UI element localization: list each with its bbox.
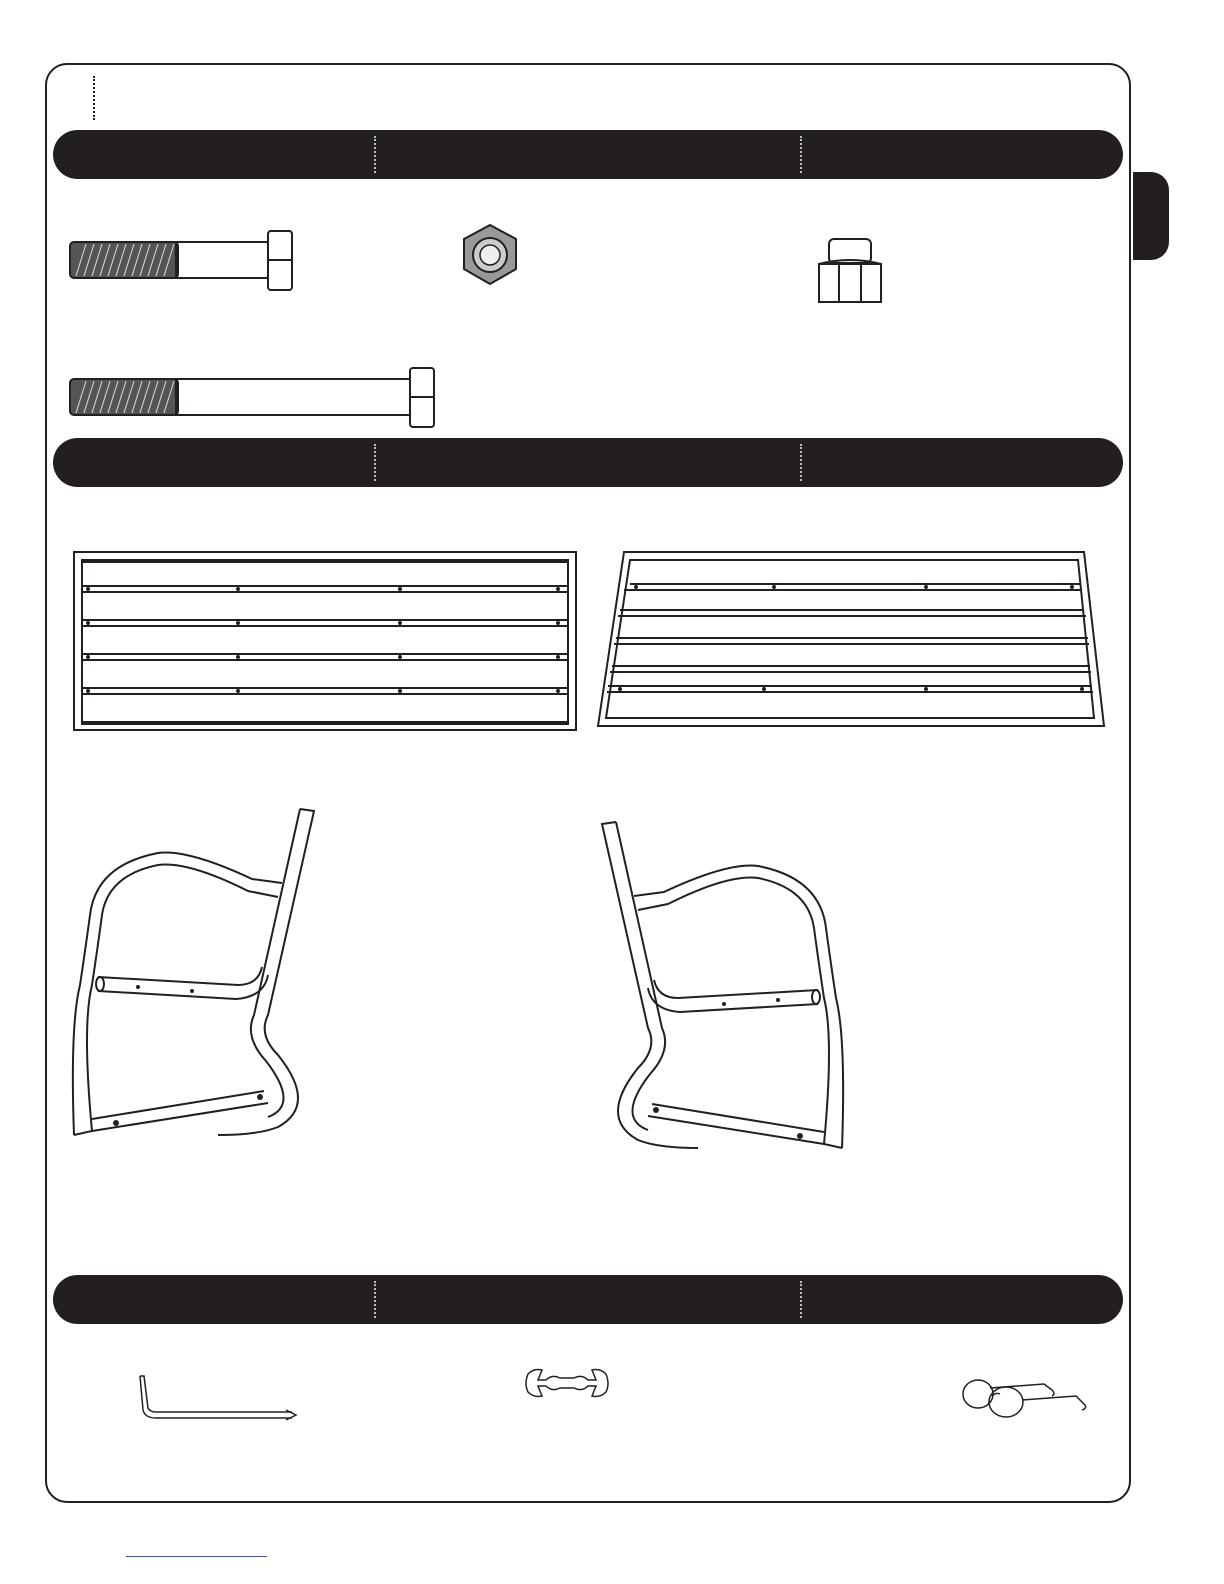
seat-panel-icon xyxy=(70,546,580,734)
tools-header-bar xyxy=(53,1275,1123,1324)
lock-nut-icon xyxy=(458,222,522,288)
long-bolt-icon xyxy=(68,365,440,431)
short-bolt-icon xyxy=(68,228,298,294)
dotted-marker xyxy=(93,76,95,120)
open-wrench-icon xyxy=(524,1366,610,1402)
safety-glasses-icon xyxy=(960,1374,1090,1422)
divider xyxy=(374,444,376,481)
allen-wrench-icon xyxy=(136,1372,300,1422)
divider xyxy=(800,444,802,481)
chapter-tab[interactable] xyxy=(1133,172,1169,260)
footer-link-underline[interactable] xyxy=(126,1556,267,1557)
backrest-panel-icon xyxy=(594,548,1108,734)
divider xyxy=(800,136,802,173)
divider xyxy=(800,1281,802,1318)
divider xyxy=(374,1281,376,1318)
cap-nut-icon xyxy=(815,236,885,308)
left-side-frame-icon xyxy=(68,805,318,1143)
right-side-frame-icon xyxy=(598,818,848,1156)
divider xyxy=(374,136,376,173)
hardware-header-bar xyxy=(53,130,1123,179)
parts-header-bar xyxy=(53,438,1123,487)
